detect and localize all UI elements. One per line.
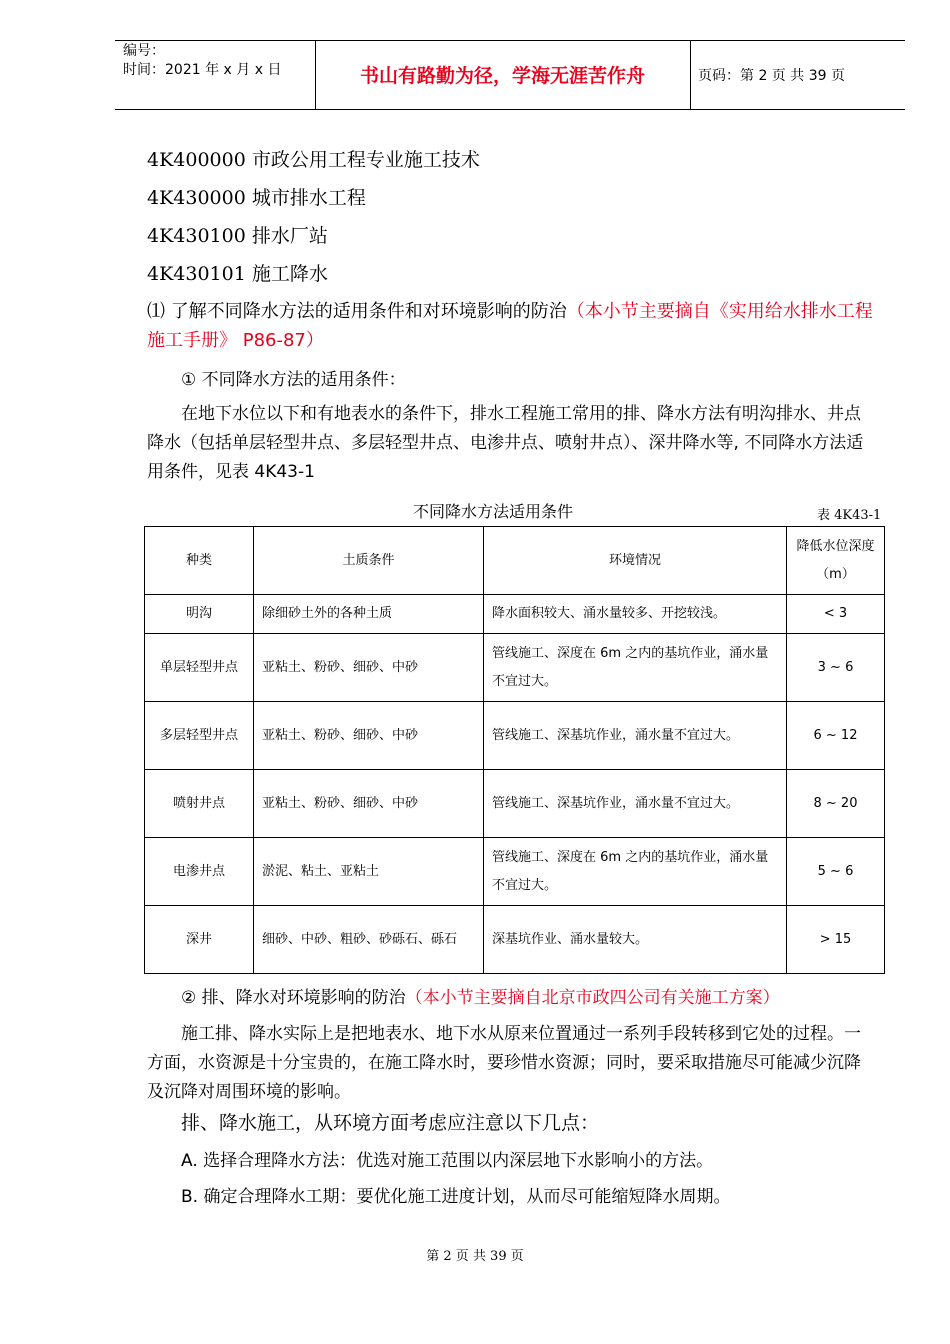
heading-3: 4K430100 排水厂站 — [147, 225, 328, 247]
cell-type: 电渗井点 — [145, 838, 254, 906]
heading-4: 4K430101 施工降水 — [147, 263, 328, 285]
cell-soil: 细砂、中砂、粗砂、砂砾石、砾石 — [254, 906, 484, 974]
cell-depth: 3 ~ 6 — [787, 634, 885, 702]
table-caption: 不同降水方法适用条件 — [413, 502, 574, 521]
header-cell: 环境情况 — [484, 527, 787, 595]
table-code: 表 4K43-1 — [817, 508, 882, 523]
cell-type: 深井 — [145, 906, 254, 974]
subsection-title-text: ② 排、降水对环境影响的防治 — [181, 988, 406, 1008]
subsection-1-title: ① 不同降水方法的适用条件： — [181, 370, 406, 390]
header-motto: 书山有路勤为径，学海无涯苦作舟 — [359, 65, 645, 87]
section-1-title — [147, 297, 877, 355]
cell-environment: 深基坑作业、涌水量较大。 — [484, 906, 787, 974]
cell-soil: 亚粘土、粉砂、细砂、中砂 — [254, 770, 484, 838]
header-meta — [123, 42, 281, 80]
header-cell: 种类 — [145, 527, 254, 595]
cell-depth: < 3 — [787, 595, 885, 634]
source-note: （本小节主要摘自《实用给水排水工程施工手册》 P86-87） — [147, 301, 873, 351]
page-footer: 第 2 页 共 39 页 — [426, 1249, 524, 1264]
header-page-label: 页码：第 2 页 共 39 页 — [698, 68, 845, 84]
header-cell: 降低水位深度（m） — [787, 527, 885, 595]
heading-2: 4K430000 城市排水工程 — [147, 187, 366, 209]
table-header-row — [145, 527, 885, 595]
cell-environment: 管线施工、深基坑作业，涌水量不宜过大。 — [484, 770, 787, 838]
conditions-table — [144, 526, 885, 974]
number-label: 编号： — [123, 43, 165, 59]
page-header — [115, 40, 905, 110]
cell-soil: 亚粘土、粉砂、细砂、中砂 — [254, 702, 484, 770]
cell-soil: 亚粘土、粉砂、细砂、中砂 — [254, 634, 484, 702]
table-row — [145, 770, 885, 838]
cell-environment: 降水面积较大、涌水量较多、开挖较浅。 — [484, 595, 787, 634]
cell-depth: 5 ~ 6 — [787, 838, 885, 906]
cell-soil: 除细砂土外的各种土质 — [254, 595, 484, 634]
cell-depth: > 15 — [787, 906, 885, 974]
table-row — [145, 838, 885, 906]
cell-environment: 管线施工、深度在 6m 之内的基坑作业，涌水量不宜过大。 — [484, 634, 787, 702]
subsection-2-title — [147, 984, 877, 1013]
cell-soil: 淤泥、粘土、亚粘土 — [254, 838, 484, 906]
cell-environment: 管线施工、深基坑作业，涌水量不宜过大。 — [484, 702, 787, 770]
cell-type: 喷射井点 — [145, 770, 254, 838]
cell-environment: 管线施工、深度在 6m 之内的基坑作业，涌水量不宜过大。 — [484, 838, 787, 906]
section-title-text: ⑴ 了解不同降水方法的适用条件和对环境影响的防治 — [147, 301, 567, 322]
cell-type: 明沟 — [145, 595, 254, 634]
table-row — [145, 702, 885, 770]
point-a: A. 选择合理降水方法：优选对施工范围以内深层地下水影响小的方法。 — [181, 1151, 714, 1171]
paragraph-2: 施工排、降水实际上是把地表水、地下水从原来位置通过一系列手段转移到它处的过程。一方面，水资源是十分宝贵的，在施工降水时，要珍惜水资源；同时，要采取措施尽可能减少沉降及沉降对周围环境的影响。 — [147, 1024, 861, 1102]
source-note: （本小节主要摘自北京市政四公司有关施工方案） — [405, 988, 780, 1008]
cell-depth: 6 ~ 12 — [787, 702, 885, 770]
paragraph-3: 排、降水施工，从环境方面考虑应注意以下几点： — [181, 1112, 600, 1134]
header-divider — [690, 41, 691, 109]
cell-type: 单层轻型井点 — [145, 634, 254, 702]
table-row — [145, 595, 885, 634]
table-row — [145, 906, 885, 974]
header-cell: 土质条件 — [254, 527, 484, 595]
heading-1: 4K400000 市政公用工程专业施工技术 — [147, 149, 480, 171]
table-row — [145, 634, 885, 702]
paragraph-1: 在地下水位以下和有地表水的条件下，排水工程施工常用的排、降水方法有明沟排水、井点降水（包括单层轻型井点、多层轻型井点、电渗井点、喷射井点）、深井降水等, 不同降水方法适用条件，见表 4K43-1 — [147, 404, 864, 482]
point-b: B. 确定合理降水工期：要优化施工进度计划，从而尽可能缩短降水周期。 — [181, 1187, 731, 1207]
cell-depth: 8 ~ 20 — [787, 770, 885, 838]
time-label: 时间：2021 年 x 月 x 日 — [123, 62, 282, 78]
cell-type: 多层轻型井点 — [145, 702, 254, 770]
